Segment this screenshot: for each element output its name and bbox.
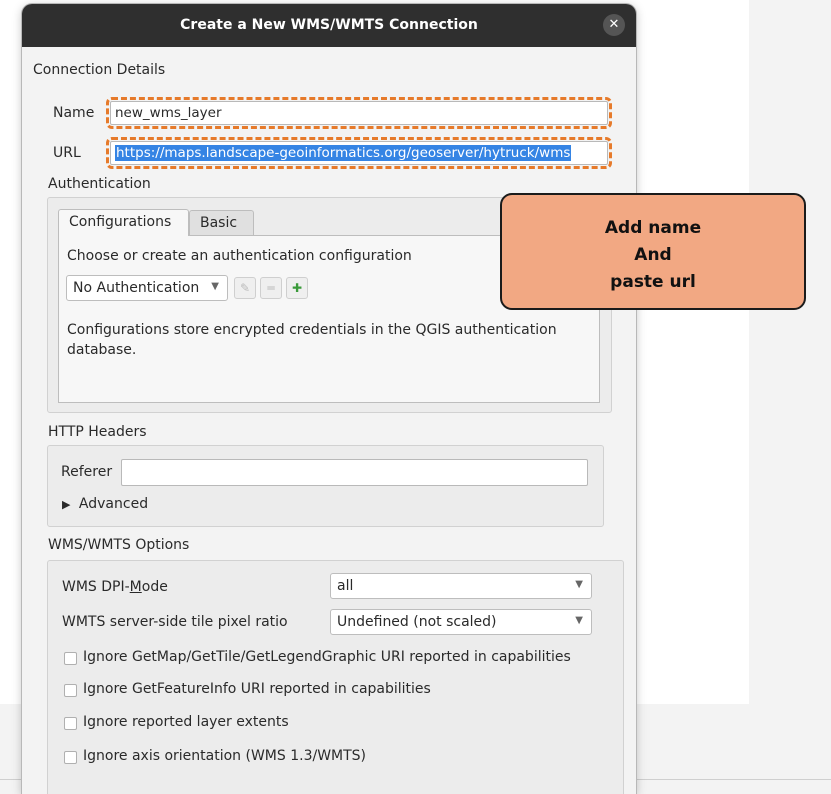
tile-ratio-select[interactable]: [330, 609, 592, 635]
advanced-label: Advanced: [78, 496, 149, 512]
auth-config-select[interactable]: [66, 275, 228, 301]
dialog-title: Create a New WMS/WMTS Connection: [180, 17, 478, 33]
pencil-icon: ✎: [239, 281, 251, 295]
add-config-button[interactable]: [286, 277, 308, 299]
connection-details-label: Connection Details: [33, 62, 166, 78]
annotation-line-3: paste url: [610, 272, 696, 292]
auth-description: Configurations store encrypted credentials in the QGIS authentication database.: [67, 322, 557, 358]
http-headers-label: HTTP Headers: [48, 424, 147, 440]
referer-input[interactable]: [121, 459, 588, 486]
authentication-label: Authentication: [48, 176, 151, 192]
http-headers-group: [47, 445, 604, 527]
ignore-axis-orientation-checkbox[interactable]: [64, 751, 77, 764]
chevron-down-icon: ▼: [211, 281, 219, 292]
dpi-mode-label-mnemonic: M: [129, 579, 142, 595]
url-label: URL: [53, 145, 81, 161]
wms-options-label: WMS/WMTS Options: [48, 537, 190, 553]
dpi-mode-label: [62, 579, 168, 595]
remove-config-button[interactable]: [260, 277, 282, 299]
tab-basic[interactable]: Basic: [189, 210, 254, 236]
add-icon: ✚: [291, 281, 303, 295]
dpi-mode-label-post: ode: [141, 579, 168, 595]
url-value: https://maps.landscape-geoinformatics.org/geoserver/hytruck/wms: [116, 145, 571, 161]
close-icon: ✕: [608, 17, 620, 32]
name-value: new_wms_layer: [115, 105, 222, 121]
advanced-toggle[interactable]: [62, 496, 148, 512]
dpi-mode-select[interactable]: [330, 573, 592, 599]
annotation-callout: [500, 193, 806, 310]
ignore-getmap-checkbox[interactable]: [64, 652, 77, 665]
annotation-line-2: And: [634, 245, 672, 265]
title-bar: [22, 4, 636, 47]
tab-configurations[interactable]: Configurations: [58, 209, 189, 236]
ignore-extents-checkbox[interactable]: [64, 717, 77, 730]
name-input[interactable]: [110, 101, 608, 125]
ignore-getfeatureinfo-label: Ignore GetFeatureInfo URI reported in capabilities: [83, 681, 431, 697]
name-label: Name: [53, 105, 95, 121]
edit-config-button[interactable]: [234, 277, 256, 299]
ignore-getfeatureinfo-checkbox[interactable]: [64, 684, 77, 697]
dpi-mode-value: all: [337, 578, 354, 594]
close-button[interactable]: [603, 14, 625, 36]
annotation-line-1: Add name: [604, 218, 702, 238]
triangle-right-icon: ▶: [62, 498, 71, 511]
wms-connection-dialog: [22, 4, 636, 794]
chevron-down-icon: ▼: [575, 579, 583, 590]
tile-ratio-value: Undefined (not scaled): [337, 614, 497, 630]
auth-instruction: Choose or create an authentication configuration: [67, 248, 412, 264]
referer-label: Referer: [61, 464, 113, 480]
dpi-mode-label-pre: WMS DPI-: [62, 579, 130, 595]
tile-ratio-label: WMTS server-side tile pixel ratio: [62, 614, 288, 630]
chevron-down-icon: ▼: [575, 615, 583, 626]
auth-config-value: No Authentication: [73, 280, 200, 296]
ignore-axis-orientation-label: Ignore axis orientation (WMS 1.3/WMTS): [83, 748, 367, 764]
remove-icon: ═: [267, 281, 275, 295]
url-input[interactable]: [110, 141, 608, 165]
ignore-getmap-label: Ignore GetMap/GetTile/GetLegendGraphic URI reported in capabilities: [83, 649, 571, 665]
ignore-extents-label: Ignore reported layer extents: [83, 714, 289, 730]
